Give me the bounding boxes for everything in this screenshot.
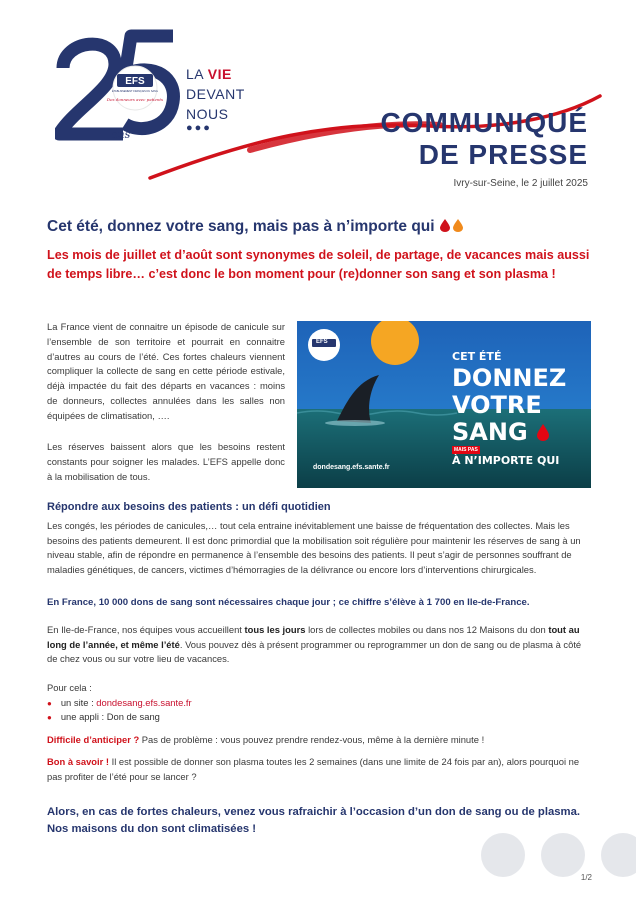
banner-logo-text: EFS — [316, 339, 328, 345]
headline — [47, 218, 465, 236]
highlight-stat: En France, 10 000 dons de sang sont nécessaires chaque jour ; ce chiffre s’élève à 1 700 en Ile-de-France. — [47, 597, 530, 608]
banner-small-tag: MAIS PAS — [454, 447, 478, 453]
bullet-app — [47, 711, 160, 722]
press-title-line2: DE PRESSE — [418, 139, 588, 170]
tagline-la: LA — [186, 66, 204, 82]
bullet-dot-icon: ● — [47, 699, 52, 708]
pour-cela: Pour cela : — [47, 682, 92, 693]
intro-paragraph-2: Les réserves baissent alors que les besoins restent constants pour soigner les malades. L’EFS appelle donc à la mobilisation de tous. — [47, 441, 285, 482]
blood-drops-icon — [439, 218, 465, 235]
bullet-app-label: une appli : Don de sang — [60, 711, 160, 722]
bullet-site — [47, 697, 192, 708]
page-number: 1/2 — [580, 873, 592, 882]
bullet-site-label: un site : — [60, 697, 97, 708]
banner-line2: DONNEZ — [452, 364, 567, 392]
difficile-text: Pas de problème : vous pouvez prendre rendez-vous, même à la dernière minute ! — [139, 734, 485, 745]
dateline: Ivry-sur-Seine, le 2 juillet 2025 — [453, 178, 588, 189]
closing-paragraph — [47, 804, 607, 838]
banner-line5: À N’IMPORTE QUI — [452, 454, 560, 467]
tagline-devant: DEVANT — [186, 86, 245, 102]
banner-line4 — [452, 420, 550, 444]
tagline-vie: VIE — [207, 66, 232, 82]
banner-drop-icon — [536, 423, 550, 441]
tagline-nous: NOUS — [186, 106, 229, 122]
p2-part-d: tout au long de l’année, et même l’été — [47, 624, 580, 650]
lead-paragraph: Les mois de juillet et d’août sont synonymes de soleil, de partage, de vacances mais aussi de temps libre… c’est donc le bon moment pour (re)donner son sang et son plasma ! — [47, 248, 590, 281]
banner-line1: CET ÉTÉ — [452, 350, 502, 363]
closing-line1: Alors, en cas de fortes chaleurs, venez vous rafraichir à l’occasion d’un don de sang ou de plasma. — [47, 806, 581, 818]
tagline-dots: ●●● — [186, 122, 212, 134]
p2-part-e: . Vous pouvez dès à présent programmer ou reprogrammer un don de sang ou de plasma à côté de chez vous ou sur votre lieu de vacances. — [47, 638, 582, 664]
closing-line2: Nos maisons du don sont climatisées ! — [47, 823, 257, 835]
section-paragraph-2 — [47, 623, 592, 667]
tagline-line1 — [186, 66, 232, 82]
difficile-label: Difficile d’anticiper ? — [47, 734, 140, 745]
logo-ans: ans — [111, 128, 131, 141]
banner-sang: SANG — [452, 418, 528, 446]
logo-handwritten: Des donneurs avec patients — [106, 97, 164, 102]
footer-circle — [601, 833, 636, 877]
bullet-dot-icon: ● — [47, 713, 52, 722]
intro-paragraph-1: La France vient de connaitre un épisode de canicule sur l’ensemble de son territoire et pourrait en connaitre d’autres au cours de l’été. Ces fortes chaleurs viennent compliquer la collecte de sang en cette période estivale, déjà impactée du fait des départs en vacances : moins de donneurs, collectes annulées dans les salles non équipées de climatisation, …. — [47, 321, 285, 421]
headline-text: Cet été, donnez votre sang, mais pas à n’importe qui — [47, 218, 435, 235]
difficile-paragraph — [47, 733, 592, 748]
logo-brand-small: ÉTABLISSEMENT FRANÇAIS DU SANG — [112, 90, 158, 93]
section-paragraph-1: Les congés, les périodes de canicules,… tout cela entraine inévitablement une baisse de fréquentation des collectes. Mais les besoins des patients demeurent. Il est donc primordial que la mobilisation soit régulière pour maintenir les réserves de sang à un niveau stable, afin de répondre en permanence à l’ensemble des besoins des patients. Il peut s’agir de personnes souffrant de maladies génétiques, de cancers, victimes d’hémorragies de la délivrance ou encore lors d’interventions chirurgicales. — [47, 520, 581, 575]
site-link[interactable]: dondesang.efs.sante.fr — [96, 697, 192, 708]
p2-part-b: tous les jours — [244, 624, 306, 635]
savoir-text: Il est possible de donner son plasma toutes les 2 semaines (dans une limite de 24 fois par an), alors pourquoi ne pas profiter de l’été pour se lancer ? — [47, 756, 580, 782]
p2-part-a: En Ile-de-France, nos équipes vous accueillent — [47, 624, 245, 635]
footer-circle — [481, 833, 525, 877]
footer-circle — [541, 833, 585, 877]
banner-url: dondesang.efs.sante.fr — [313, 464, 390, 471]
banner-line3: VOTRE — [452, 391, 542, 419]
efs-25-logo — [55, 28, 180, 143]
logo-brand: EFS — [125, 76, 145, 87]
press-title-line1: COMMUNIQUÉ — [380, 107, 588, 138]
savoir-paragraph — [47, 755, 592, 784]
section-subhead: Répondre aux besoins des patients : un défi quotidien — [47, 501, 331, 513]
campaign-banner — [297, 321, 591, 488]
p2-part-c: lors de collectes mobiles ou dans nos 12 Maisons du don — [305, 624, 549, 635]
savoir-label: Bon à savoir ! — [47, 756, 109, 767]
